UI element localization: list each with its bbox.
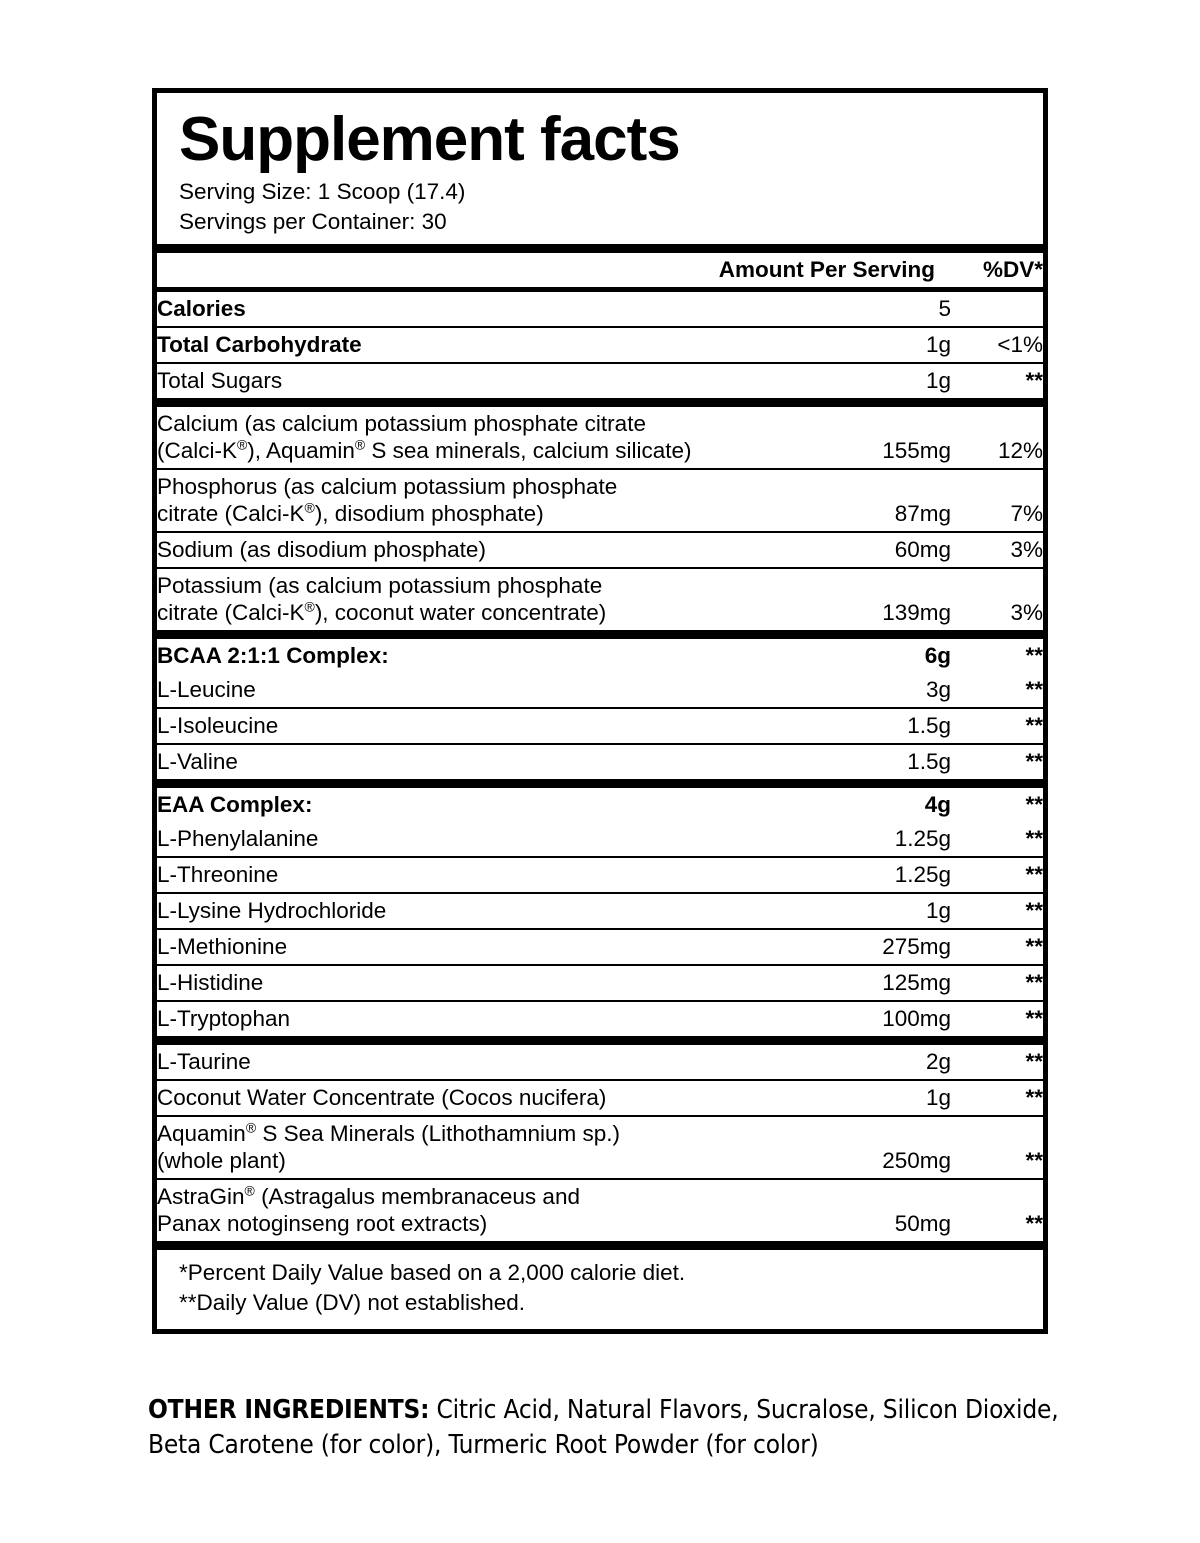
table-row: [157, 1040, 1043, 1080]
row-dv: <1%: [951, 327, 1043, 363]
table-row: [157, 1001, 1043, 1041]
row-dv: **: [951, 363, 1043, 403]
row-dv: **: [951, 1080, 1043, 1116]
row-amount: 1.25g: [894, 825, 951, 851]
row-amount: 4g: [719, 783, 951, 822]
row-name: Coconut Water Concentrate (Cocos nucifera): [157, 1080, 719, 1116]
page-title: Supplement facts: [179, 105, 680, 174]
table-row: [157, 893, 1043, 929]
row-name: L-Phenylalanine: [157, 825, 319, 851]
row-name: L-Histidine: [157, 965, 719, 1001]
table-row: [157, 532, 1043, 568]
row-name: Total Carbohydrate: [157, 327, 719, 363]
row-amount: 155mg: [719, 402, 951, 469]
other-ingredients-text: Citric Acid, Natural Flavors, Sucralose, Silicon Dioxide, Beta Carotene (for color), Turmeric Root Powder (for color): [148, 1395, 1059, 1461]
row-amount: 1.5g: [719, 708, 951, 744]
divider-thick-top: [157, 244, 1043, 253]
row-amount: 6g: [719, 634, 951, 673]
row-name: Potassium (as calcium potassium phosphate citrate (Calci-K®), coconut water concentrate): [157, 568, 719, 635]
row-name: L-Lysine Hydrochloride: [157, 893, 719, 929]
row-amount: 50mg: [719, 1179, 951, 1241]
row-amount: 1.25g: [719, 857, 951, 893]
row-name: AstraGin® (Astragalus membranaceus and Panax notoginseng root extracts): [157, 1179, 719, 1241]
table-row: [157, 783, 1043, 822]
table-header-row: [157, 253, 1043, 290]
row-dv: **: [951, 1179, 1043, 1241]
row-amount: 1g: [719, 893, 951, 929]
serving-size: Serving Size: 1 Scoop (17.4): [179, 179, 466, 204]
row-dv: **: [951, 893, 1043, 929]
row-dv: **: [951, 929, 1043, 965]
row-dv: 7%: [951, 469, 1043, 532]
table-row: [157, 1080, 1043, 1116]
row-amount: 3g: [925, 676, 951, 702]
row-amount: 139mg: [719, 568, 951, 635]
row-dv: 3%: [951, 532, 1043, 568]
row-dv: 3%: [951, 568, 1043, 635]
row-dv: **: [1025, 825, 1043, 851]
table-row: [157, 857, 1043, 893]
row-amount: 1g: [719, 327, 951, 363]
row-amount: 1g: [719, 1080, 951, 1116]
row-amount: 1.5g: [719, 744, 951, 784]
row-amount: 87mg: [719, 469, 951, 532]
table-row: [157, 673, 1043, 708]
row-name: EAA Complex:: [157, 783, 719, 822]
header-blank: [157, 253, 719, 290]
other-ingredients-label: OTHER INGREDIENTS:: [148, 1395, 430, 1425]
row-amount: 275mg: [719, 929, 951, 965]
row-amount: 5: [719, 289, 951, 327]
table-row: [157, 929, 1043, 965]
table-row: [157, 634, 1043, 673]
table-row: [157, 327, 1043, 363]
row-dv: **: [951, 634, 1043, 673]
row-name: L-Valine: [157, 744, 719, 784]
row-amount: 60mg: [719, 532, 951, 568]
nutrition-table: [157, 253, 1043, 1241]
row-name: Calcium (as calcium potassium phosphate citrate (Calci-K®), Aquamin® S sea minerals, calcium silicate): [157, 402, 719, 469]
row-dv: 12%: [951, 402, 1043, 469]
serving-info: [157, 177, 1043, 244]
table-row: [157, 708, 1043, 744]
row-name: Calories: [157, 289, 719, 327]
row-dv: **: [951, 708, 1043, 744]
row-amount: 1g: [719, 363, 951, 403]
row-name: Aquamin® S Sea Minerals (Lithothamnium sp.) (whole plant): [157, 1116, 719, 1179]
row-dv: **: [951, 1001, 1043, 1041]
row-amount: 125mg: [719, 965, 951, 1001]
row-name: L-Taurine: [157, 1040, 719, 1080]
table-row: [157, 289, 1043, 327]
table-row: [157, 568, 1043, 635]
row-dv: **: [951, 744, 1043, 784]
row-dv: **: [1025, 676, 1043, 702]
row-dv: **: [951, 1116, 1043, 1179]
header-dv: %DV*: [982, 256, 1043, 282]
row-name: L-Tryptophan: [157, 1001, 719, 1041]
row-amount: 250mg: [719, 1116, 951, 1179]
row-name: L-Isoleucine: [157, 708, 719, 744]
row-dv: **: [951, 965, 1043, 1001]
row-dv: **: [951, 1040, 1043, 1080]
table-row: [157, 1116, 1043, 1179]
footnote-percent-dv: *Percent Daily Value based on a 2,000 calorie diet.: [179, 1259, 686, 1285]
footnote-dv-not-established: **Daily Value (DV) not established.: [179, 1290, 526, 1316]
header-amount-per-serving: Amount Per Serving: [718, 256, 935, 282]
row-name: L-Methionine: [157, 929, 719, 965]
row-amount: 2g: [719, 1040, 951, 1080]
row-name: L-Threonine: [157, 857, 719, 893]
table-row: [157, 1179, 1043, 1241]
supplement-facts-panel: [152, 88, 1048, 1334]
table-row: [157, 822, 1043, 857]
row-name: L-Leucine: [157, 676, 256, 702]
servings-per-container: Servings per Container: 30: [179, 209, 447, 235]
table-row: [157, 402, 1043, 469]
row-dv: [951, 289, 1043, 327]
footnotes: [157, 1250, 1043, 1329]
row-name: Phosphorus (as calcium potassium phosphate citrate (Calci-K®), disodium phosphate): [157, 469, 719, 532]
row-dv: **: [951, 783, 1043, 822]
other-ingredients: [148, 1393, 1068, 1464]
row-name: BCAA 2:1:1 Complex:: [157, 634, 719, 673]
row-name: Total Sugars: [157, 363, 719, 403]
row-dv: **: [951, 857, 1043, 893]
table-row: [157, 744, 1043, 784]
table-row: [157, 469, 1043, 532]
row-amount: 100mg: [719, 1001, 951, 1041]
divider-thick-bottom: [157, 1241, 1043, 1250]
row-name: Sodium (as disodium phosphate): [157, 532, 719, 568]
table-row: [157, 363, 1043, 403]
table-row: [157, 965, 1043, 1001]
